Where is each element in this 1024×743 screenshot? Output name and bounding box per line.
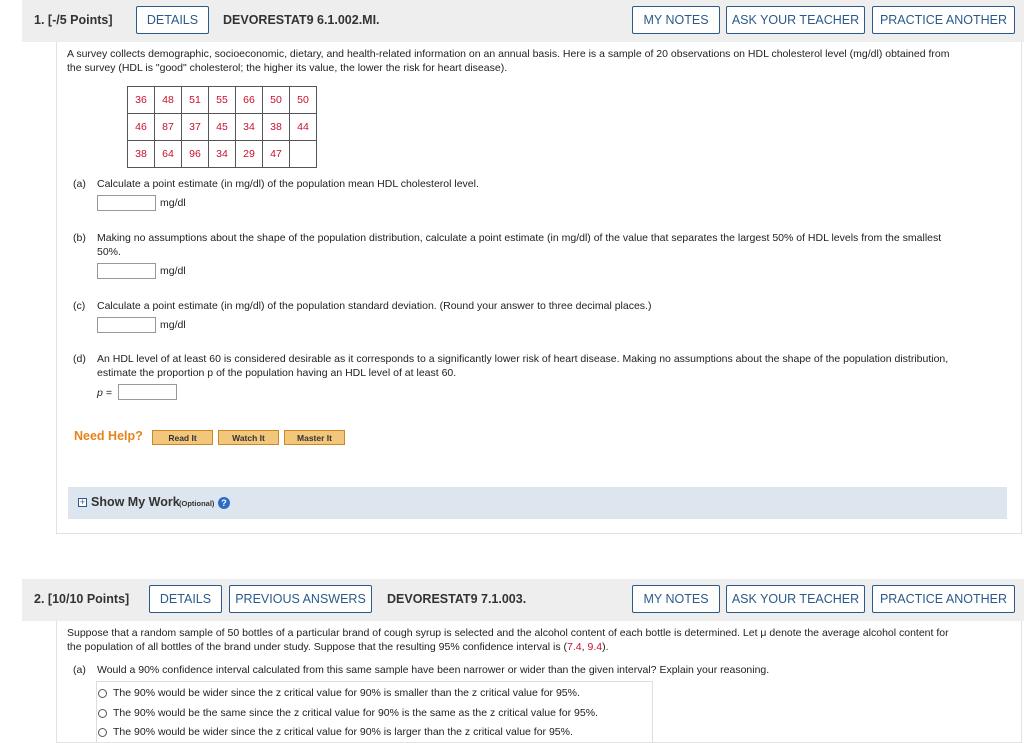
q1-details-button[interactable]: DETAILS — [136, 6, 209, 34]
table-cell: 64 — [155, 141, 182, 168]
part-d-text-line1: An HDL level of at least 60 is considered desirable as it corresponds to a significantly lower risk of heart disease. Making no assumptions about the shape of the population distribution, — [97, 353, 949, 365]
table-cell: 87 — [155, 114, 182, 141]
q2-number — [34, 592, 129, 606]
q1-header — [22, 0, 1024, 42]
part-a-label: (a) — [73, 178, 86, 190]
q1-practice-another-button[interactable]: PRACTICE ANOTHER — [872, 6, 1015, 34]
part-b-unit: mg/dl — [160, 265, 186, 277]
table-cell: 96 — [182, 141, 209, 168]
q2-ask-teacher-button[interactable]: ASK YOUR TEACHER — [726, 585, 865, 613]
master-it-button[interactable]: Master It — [284, 430, 345, 445]
table-cell: 37 — [182, 114, 209, 141]
table-cell: 38 — [128, 141, 155, 168]
table-cell: 50 — [263, 87, 290, 114]
radio-button-icon[interactable] — [98, 728, 107, 737]
part-c-unit: mg/dl — [160, 319, 186, 331]
part-a-answer-input[interactable] — [97, 195, 156, 211]
radio-button-icon[interactable] — [98, 689, 107, 698]
table-row — [128, 87, 317, 114]
help-question-icon[interactable]: ? — [218, 497, 230, 509]
q1-intro-line1: A survey collects demographic, socioeconomic, dietary, and health-related information on an annual basis. Here is a sample of 20 observations on HDL cholesterol level (mg/dl) obtained from — [67, 48, 950, 60]
ci-lower-value: 7.4 — [567, 641, 582, 653]
q2-my-notes-button[interactable]: MY NOTES — [632, 585, 720, 613]
q2-intro-line1: Suppose that a random sample of 50 bottles of a particular brand of cough syrup is selected and the alcohol content of each bottle is determined. Let μ denote the average alcohol content for — [67, 627, 949, 639]
table-cell: 47 — [263, 141, 290, 168]
radio-option-label[interactable]: The 90% would be the same since the z critical value for 90% is the same as the z critical value for 95%. — [113, 707, 598, 719]
q2-points: [10/10 Points] — [47, 592, 130, 606]
show-my-work-optional: (Optional) — [179, 499, 215, 508]
ci-upper-value: 9.4 — [587, 641, 603, 653]
q2-header — [22, 579, 1024, 621]
table-cell: 44 — [290, 114, 317, 141]
q2-assignment-id: DEVORESTAT9 7.1.003. — [387, 592, 527, 606]
part-a-unit: mg/dl — [160, 197, 186, 209]
radio-option[interactable] — [98, 704, 598, 722]
table-cell: 34 — [209, 141, 236, 168]
ci-separator: , — [581, 641, 588, 653]
q2-practice-another-button[interactable]: PRACTICE ANOTHER — [872, 585, 1015, 613]
q1-number-text: 1. — [34, 13, 45, 27]
show-my-work-panel[interactable] — [68, 487, 1007, 519]
q1-assignment-id: DEVORESTAT9 6.1.002.MI. — [223, 13, 380, 27]
watch-it-button[interactable]: Watch It — [218, 430, 279, 445]
hdl-data-table — [127, 86, 317, 168]
q1-number — [34, 13, 113, 27]
q2-previous-answers-button[interactable]: PREVIOUS ANSWERS — [229, 585, 372, 613]
table-cell: 38 — [263, 114, 290, 141]
q1-intro-line2: the survey (HDL is "good" cholesterol; the higher its value, the lower the risk for heart disease). — [67, 62, 508, 74]
ci-close: ). — [602, 641, 609, 653]
table-cell — [290, 141, 317, 168]
q2-part-a-text: Would a 90% confidence interval calculated from this same sample have been narrower or wider than the given interval? Explain your reasoning. — [97, 664, 770, 676]
radio-button-icon[interactable] — [98, 709, 107, 718]
radio-option[interactable] — [98, 684, 580, 702]
part-d-answer-input[interactable] — [118, 384, 177, 400]
q1-points: [-/5 Points] — [47, 13, 113, 27]
table-row — [128, 141, 317, 168]
table-cell: 48 — [155, 87, 182, 114]
table-cell: 55 — [209, 87, 236, 114]
table-cell: 36 — [128, 87, 155, 114]
part-b-answer-input[interactable] — [97, 263, 156, 279]
need-help-label: Need Help? — [74, 429, 143, 443]
part-d-label: (d) — [73, 353, 86, 365]
q2-part-a-label: (a) — [73, 664, 86, 676]
part-a-text: Calculate a point estimate (in mg/dl) of the population mean HDL cholesterol level. — [97, 178, 479, 190]
table-cell: 50 — [290, 87, 317, 114]
read-it-button[interactable]: Read It — [152, 430, 213, 445]
table-cell: 29 — [236, 141, 263, 168]
part-d-text-line2: estimate the proportion p of the population having an HDL level of at least 60. — [97, 367, 457, 379]
q2-intro-line2-text: the population of all bottles of the brand under study. Suppose that the resulting 95% confidence interval is ( — [67, 641, 568, 653]
expand-plus-icon[interactable]: + — [79, 497, 86, 507]
q2-intro-line2 — [67, 640, 1017, 654]
table-cell: 51 — [182, 87, 209, 114]
part-c-answer-input[interactable] — [97, 317, 156, 333]
part-c-text: Calculate a point estimate (in mg/dl) of the population standard deviation. (Round your answer to three decimal places.) — [97, 300, 652, 312]
q1-ask-teacher-button[interactable]: ASK YOUR TEACHER — [726, 6, 865, 34]
part-b-label: (b) — [73, 232, 86, 244]
show-my-work-label[interactable]: Show My Work — [91, 495, 180, 509]
table-cell: 45 — [209, 114, 236, 141]
table-cell: 66 — [236, 87, 263, 114]
radio-option-label[interactable]: The 90% would be wider since the z critical value for 90% is smaller than the z critical value for 95%. — [113, 687, 580, 699]
table-cell: 34 — [236, 114, 263, 141]
table-row — [128, 114, 317, 141]
part-b-text-line1: Making no assumptions about the shape of the population distribution, calculate a point estimate (in mg/dl) of the value that separates the largest 50% of HDL levels from the smallest — [97, 232, 942, 244]
part-c-label: (c) — [73, 300, 86, 312]
radio-option-label[interactable]: The 90% would be wider since the z critical value for 90% is larger than the z critical value for 95%. — [113, 726, 573, 738]
part-d-p-label: p = — [97, 387, 112, 399]
q2-number-text: 2. — [34, 592, 45, 606]
q1-my-notes-button[interactable]: MY NOTES — [632, 6, 720, 34]
q2-details-button[interactable]: DETAILS — [149, 585, 222, 613]
radio-option[interactable] — [98, 723, 573, 741]
part-b-text-line2: 50%. — [97, 246, 121, 258]
table-cell: 46 — [128, 114, 155, 141]
